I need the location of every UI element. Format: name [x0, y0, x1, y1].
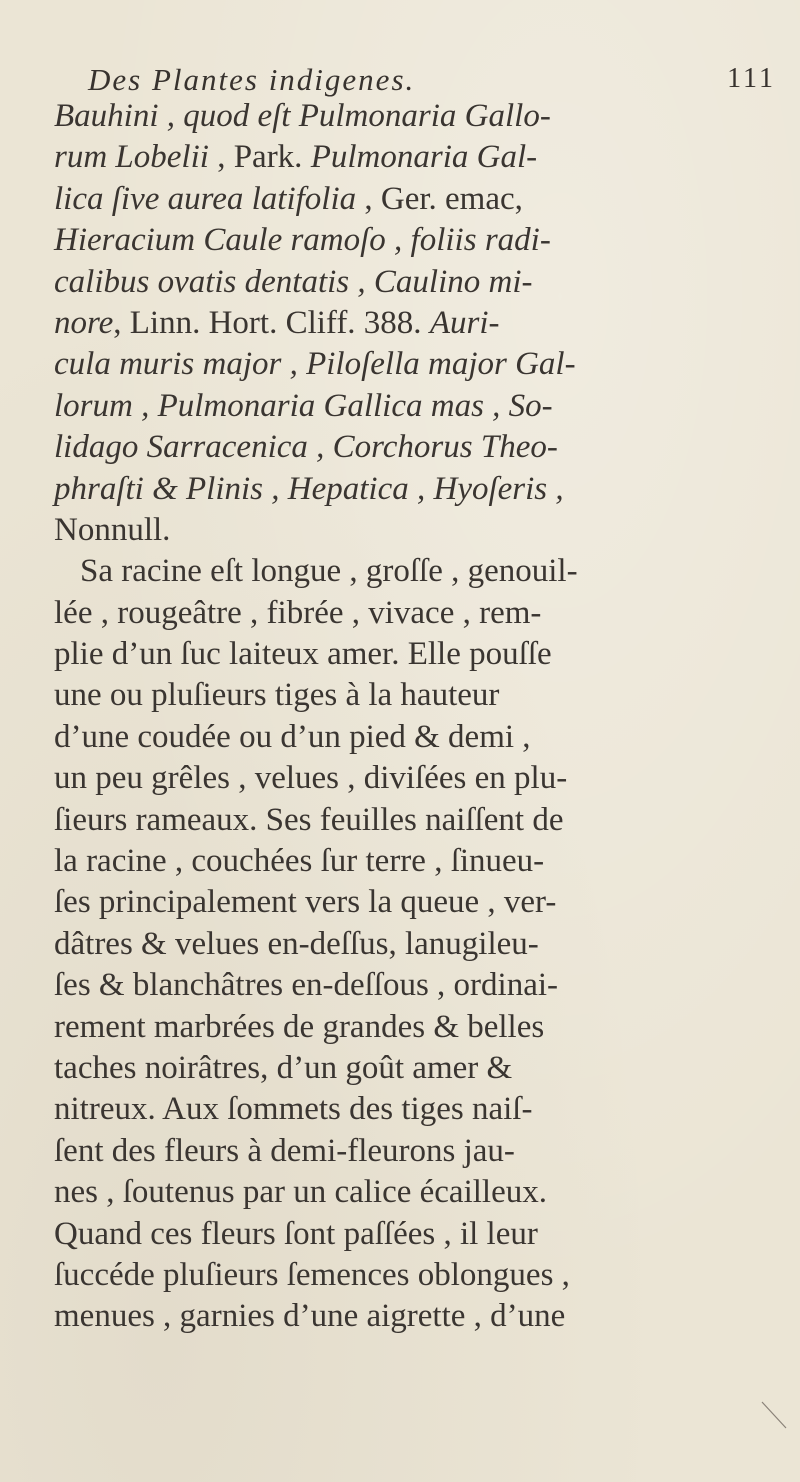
roman-text: nitreux. Aux ſommets des tiges naiſ- — [54, 1091, 533, 1128]
text-line — [54, 1007, 794, 1048]
roman-text: un peu grêles , velues , diviſées en plu- — [54, 760, 568, 797]
roman-text: ſuccéde pluſieurs ſemences oblongues , — [54, 1256, 570, 1293]
text-line — [54, 1214, 794, 1255]
text-line — [54, 551, 794, 592]
text-line — [54, 758, 794, 799]
text-line — [54, 1255, 794, 1296]
roman-text: une ou pluſieurs tiges à la hauteur — [54, 677, 500, 714]
running-head-title: Des Plantes indigenes. — [88, 62, 416, 97]
text-line — [54, 96, 794, 137]
text-line — [54, 510, 794, 551]
text-line — [54, 924, 794, 965]
text-line — [54, 137, 794, 178]
italic-text: Hieracium Caule ramoſo , foliis radi- — [54, 222, 551, 259]
text-line — [54, 220, 794, 261]
body-text — [54, 96, 794, 1338]
text-line — [54, 1296, 794, 1337]
text-line — [54, 1172, 794, 1213]
text-line — [54, 965, 794, 1006]
text-line — [54, 344, 794, 385]
roman-text: Nonnull. — [54, 511, 171, 548]
roman-text: nes , ſoutenus par un calice écailleux. — [54, 1174, 547, 1211]
roman-text: d’une coudée ou d’un pied & demi , — [54, 718, 531, 755]
roman-text: , Linn. Hort. Cliff. 388. — [113, 304, 430, 341]
text-line — [54, 800, 794, 841]
roman-text: plie d’un ſuc laiteux amer. Elle pouſſe — [54, 636, 552, 673]
roman-text: lée , rougeâtre , fibrée , vivace , rem- — [54, 594, 542, 631]
italic-text: calibus ovatis dentatis , Caulino mi- — [54, 263, 533, 300]
text-line — [54, 675, 794, 716]
italic-text: lidago Sarracenica , Corchorus Theo- — [54, 429, 558, 466]
roman-text: taches noirâtres, d’un goût amer & — [54, 1049, 513, 1086]
text-line — [54, 593, 794, 634]
text-line — [54, 262, 794, 303]
roman-text: Quand ces fleurs ſont paſſées , il leur — [54, 1215, 538, 1252]
roman-text: ſes principalement vers la queue , ver- — [54, 884, 557, 921]
roman-text: ſieurs rameaux. Ses feuilles naiſſent de — [54, 801, 564, 838]
text-line — [54, 634, 794, 675]
roman-text: rement marbrées de grandes & belles — [54, 1008, 545, 1045]
italic-text: Pulmonaria Gal- — [310, 139, 538, 176]
text-line — [54, 717, 794, 758]
text-line — [54, 841, 794, 882]
roman-text: menues , garnies d’une aigrette , d’une — [54, 1298, 566, 1335]
roman-text: Sa racine eſt longue , groſſe , genouil- — [80, 553, 578, 590]
roman-text: , Park. — [217, 139, 311, 176]
roman-text: , Ger. emac, — [364, 180, 523, 217]
text-line — [54, 303, 794, 344]
text-line — [54, 1089, 794, 1130]
italic-text: Auri- — [429, 304, 500, 341]
italic-text: lica ſive aurea latifolia — [54, 180, 365, 217]
pencil-mark — [760, 1400, 790, 1430]
page-number: 111 — [727, 63, 776, 94]
text-line — [54, 427, 794, 468]
text-line — [54, 386, 794, 427]
roman-text: ſes & blanchâtres en-deſſous , ordinai- — [54, 967, 559, 1004]
text-line — [54, 179, 794, 220]
roman-text: ſent des fleurs à demi-fleurons jau- — [54, 1132, 515, 1169]
italic-text: phraſti & Plinis , Hepatica , Hyoſeris , — [54, 470, 564, 507]
italic-text: Bauhini , quod eſt Pulmonaria Gallo- — [54, 98, 551, 134]
italic-text: lorum , Pulmonaria Gallica mas , So- — [54, 387, 553, 424]
text-line — [54, 469, 794, 510]
italic-text: nore — [54, 304, 114, 341]
roman-text: la racine , couchées ſur terre , ſinueu- — [54, 843, 545, 880]
italic-text: cula muris major , Piloſella major Gal- — [54, 346, 576, 383]
italic-text: rum Lobelii — [54, 139, 218, 176]
text-line — [54, 1048, 794, 1089]
roman-text: dâtres & velues en-deſſus, lanugileu- — [54, 925, 539, 962]
text-line — [54, 882, 794, 923]
text-line — [54, 1131, 794, 1172]
